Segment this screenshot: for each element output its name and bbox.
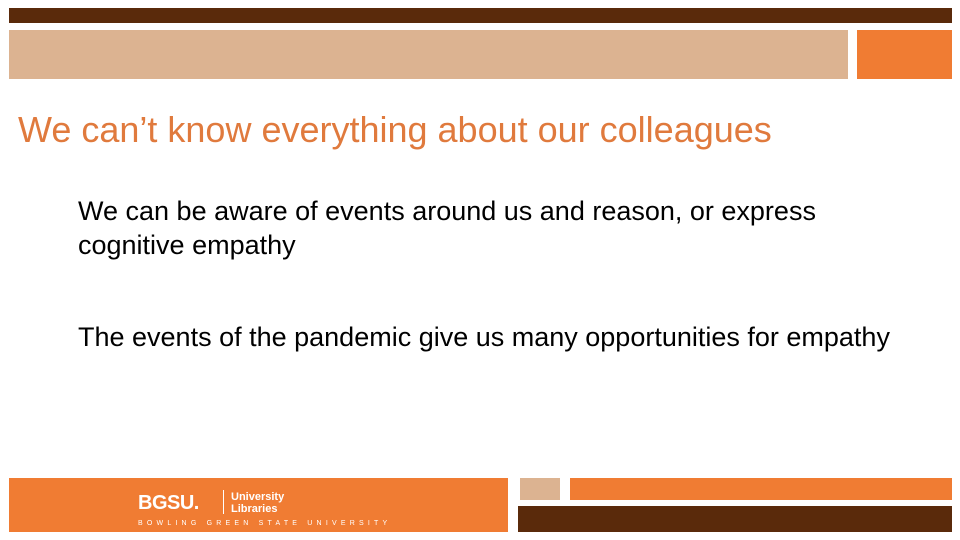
bgsu-libraries-logo	[138, 490, 398, 528]
logo-divider	[223, 490, 224, 514]
footer-tan-square	[520, 478, 560, 500]
logo-line-university: University	[231, 491, 285, 503]
footer-orange-bar	[570, 478, 952, 500]
top-brown-bar	[9, 8, 952, 23]
top-orange-block	[857, 30, 952, 79]
logo-line-libraries: Libraries	[231, 503, 278, 515]
logo-wordmark: BGSU.	[138, 492, 199, 514]
footer-brown-bar	[518, 506, 952, 532]
top-tan-bar	[9, 30, 848, 79]
slide-title: We can’t know everything about our colleagues	[18, 109, 772, 150]
bullet-text-1: We can be aware of events around us and reason, or express cognitive empathy	[78, 196, 816, 260]
bullet-text-2: The events of the pandemic give us many opportunities for empathy	[78, 322, 890, 352]
logo-libraries-text	[231, 491, 284, 515]
logo-subtitle: BOWLING GREEN STATE UNIVERSITY	[138, 520, 392, 527]
